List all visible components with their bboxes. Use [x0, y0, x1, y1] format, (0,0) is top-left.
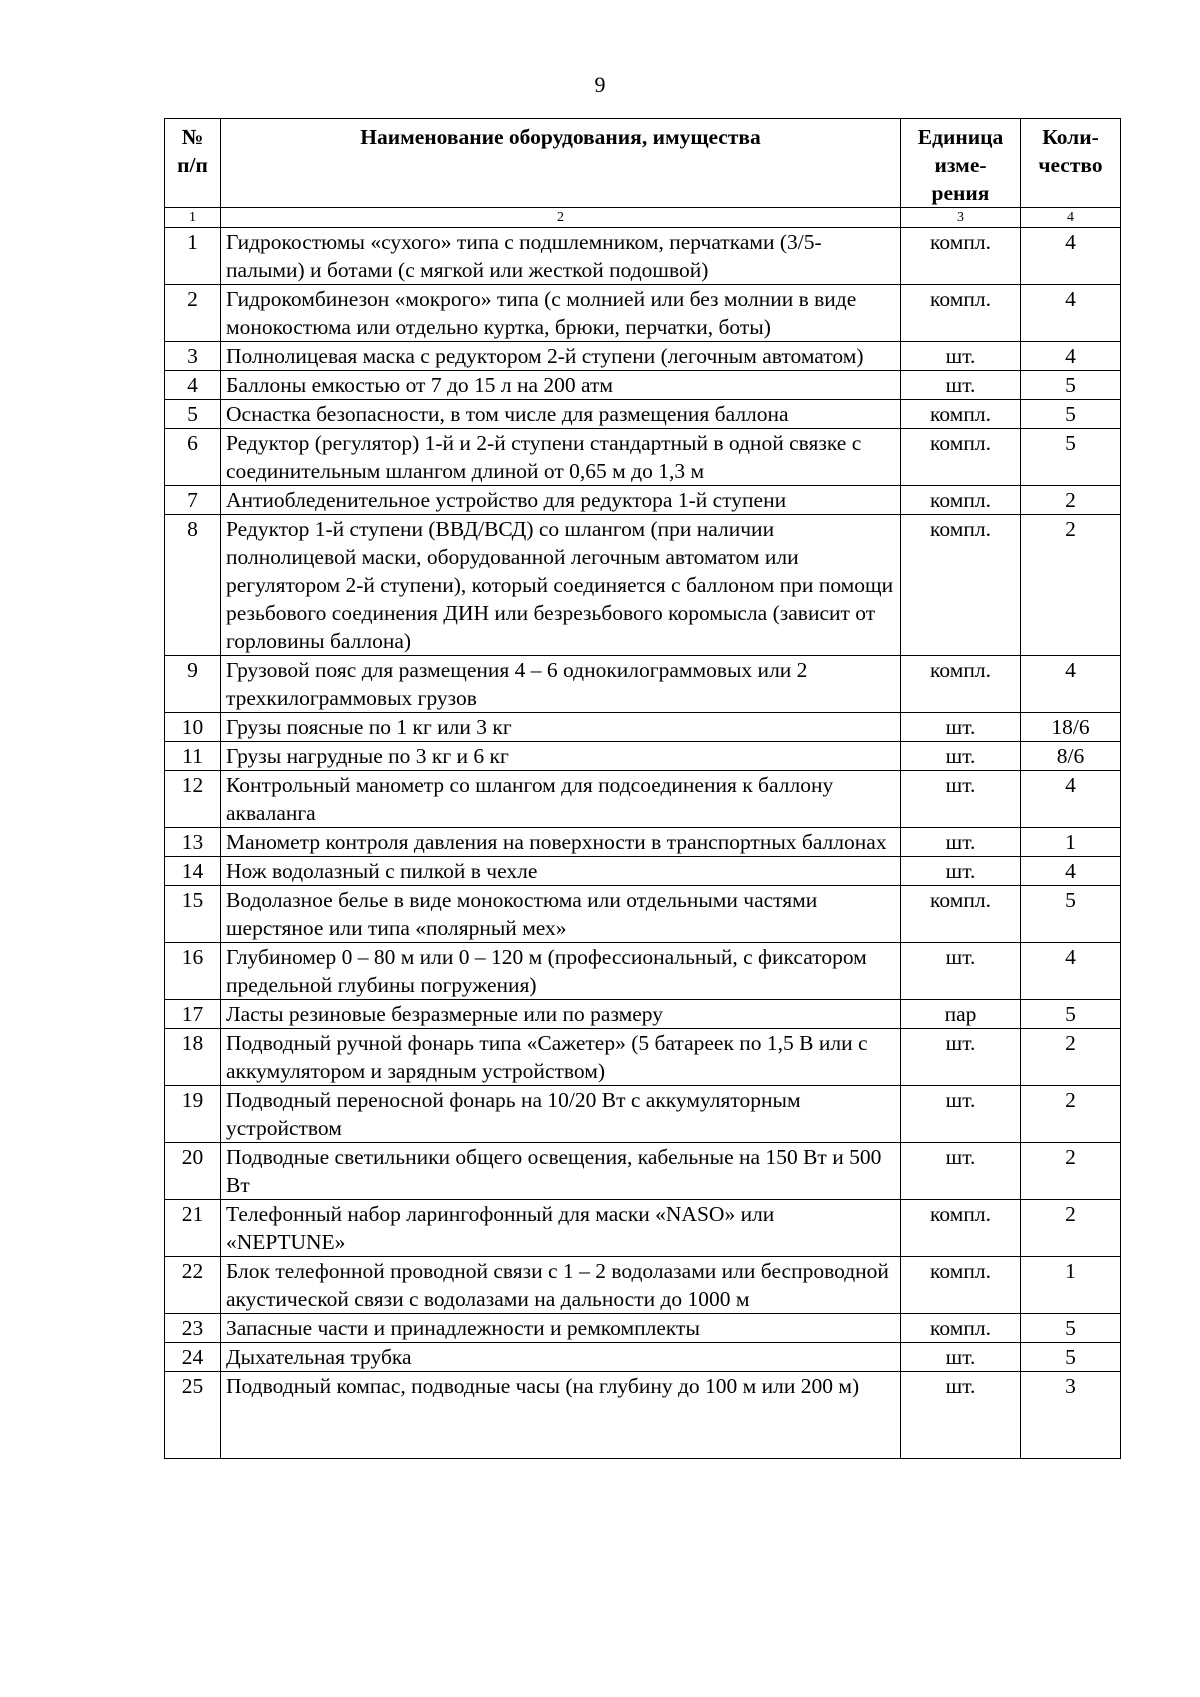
item-quantity: 2: [1021, 1086, 1121, 1143]
item-quantity: 1: [1021, 828, 1121, 857]
item-quantity: 4: [1021, 285, 1121, 342]
column-number: 2: [221, 208, 901, 228]
row-number: 17: [165, 1000, 221, 1029]
item-name: Дыхательная трубка: [221, 1343, 901, 1372]
item-quantity: 2: [1021, 486, 1121, 515]
table-row: [165, 1314, 1121, 1343]
item-unit: шт.: [901, 713, 1021, 742]
item-unit: компл.: [901, 515, 1021, 656]
item-unit: пар: [901, 1000, 1021, 1029]
row-number: 4: [165, 371, 221, 400]
item-quantity: 8/6: [1021, 742, 1121, 771]
table-row: [165, 1343, 1121, 1372]
item-name: Антиобледенительное устройство для редуктора 1-й ступени: [221, 486, 901, 515]
item-name: Грузы нагрудные по 3 кг и 6 кг: [221, 742, 901, 771]
header-unit: Единица изме-рения: [901, 119, 1021, 208]
row-number: 10: [165, 713, 221, 742]
table-row: [165, 1029, 1121, 1086]
row-number: 2: [165, 285, 221, 342]
item-quantity: 4: [1021, 857, 1121, 886]
item-quantity: 5: [1021, 886, 1121, 943]
item-name: Подводный переносной фонарь на 10/20 Вт с аккумуляторным устройством: [221, 1086, 901, 1143]
item-name: Глубиномер 0 – 80 м или 0 – 120 м (профессиональный, с фиксатором предельной глубины погружения): [221, 943, 901, 1000]
row-number: 6: [165, 429, 221, 486]
table-row: [165, 943, 1121, 1000]
item-quantity: 2: [1021, 1200, 1121, 1257]
item-name: Грузы поясные по 1 кг или 3 кг: [221, 713, 901, 742]
item-unit: компл.: [901, 1200, 1021, 1257]
item-name: Оснастка безопасности, в том числе для размещения баллона: [221, 400, 901, 429]
row-number: 21: [165, 1200, 221, 1257]
header-row: [165, 119, 1121, 208]
item-name: Баллоны емкостью от 7 до 15 л на 200 атм: [221, 371, 901, 400]
row-number: 18: [165, 1029, 221, 1086]
row-number: 1: [165, 228, 221, 285]
table-row: [165, 400, 1121, 429]
row-number: 14: [165, 857, 221, 886]
item-name: Манометр контроля давления на поверхности в транспортных баллонах: [221, 828, 901, 857]
item-name: Телефонный набор ларингофонный для маски «NASO» или «NEPTUNE»: [221, 1200, 901, 1257]
column-number: 4: [1021, 208, 1121, 228]
item-quantity: 2: [1021, 1029, 1121, 1086]
header-num: № п/п: [165, 119, 221, 208]
column-number: 1: [165, 208, 221, 228]
table-row: [165, 1143, 1121, 1200]
row-number: 24: [165, 1343, 221, 1372]
item-quantity: 4: [1021, 342, 1121, 371]
item-quantity: 4: [1021, 943, 1121, 1000]
item-unit: шт.: [901, 742, 1021, 771]
row-number: 3: [165, 342, 221, 371]
row-number: 9: [165, 656, 221, 713]
item-quantity: 18/6: [1021, 713, 1121, 742]
item-unit: компл.: [901, 228, 1021, 285]
item-unit: компл.: [901, 285, 1021, 342]
item-name: Гидрокомбинезон «мокрого» типа (с молнией или без молнии в виде монокостюма или отдельно куртка, брюки, перчатки, боты): [221, 285, 901, 342]
item-name: Водолазное белье в виде монокостюма или отдельными частями шерстяное или типа «полярный мех»: [221, 886, 901, 943]
table-row: [165, 1200, 1121, 1257]
item-quantity: 5: [1021, 1314, 1121, 1343]
row-number: 22: [165, 1257, 221, 1314]
item-unit: шт.: [901, 857, 1021, 886]
column-number: 3: [901, 208, 1021, 228]
row-number: 12: [165, 771, 221, 828]
row-number: 11: [165, 742, 221, 771]
row-number: 7: [165, 486, 221, 515]
item-name: Полнолицевая маска с редуктором 2-й ступени (легочным автоматом): [221, 342, 901, 371]
item-unit: компл.: [901, 1314, 1021, 1343]
column-number-row: [165, 208, 1121, 228]
row-number: 23: [165, 1314, 221, 1343]
item-quantity: 1: [1021, 1257, 1121, 1314]
row-number: 19: [165, 1086, 221, 1143]
table-row: [165, 771, 1121, 828]
page-number: 9: [594, 72, 606, 97]
table-row: [165, 742, 1121, 771]
row-number: 5: [165, 400, 221, 429]
item-unit: компл.: [901, 486, 1021, 515]
table-row: [165, 228, 1121, 285]
item-unit: шт.: [901, 342, 1021, 371]
header-name: Наименование оборудования, имущества: [221, 119, 901, 208]
item-name: Редуктор 1-й ступени (ВВД/ВСД) со шлангом (при наличии полнолицевой маски, оборудованной легочным автоматом или регулятором 2-й ступени), который соединяется с баллоном при помощи резьбового соединения ДИН или безрезьбового коромысла (зависит от горловины баллона): [221, 515, 901, 656]
table-row: [165, 285, 1121, 342]
item-quantity: 5: [1021, 1343, 1121, 1372]
item-name: Нож водолазный с пилкой в чехле: [221, 857, 901, 886]
item-unit: шт.: [901, 943, 1021, 1000]
table-row: [165, 828, 1121, 857]
header-qty: Коли-чество: [1021, 119, 1121, 208]
item-quantity: 5: [1021, 371, 1121, 400]
item-name: Блок телефонной проводной связи с 1 – 2 водолазами или беспроводной акустической связи с водолазами на дальности до 1000 м: [221, 1257, 901, 1314]
item-quantity: 4: [1021, 228, 1121, 285]
item-unit: шт.: [901, 1372, 1021, 1459]
item-quantity: 5: [1021, 1000, 1121, 1029]
item-name: Редуктор (регулятор) 1-й и 2-й ступени стандартный в одной связке с соединительным шлангом длиной от 0,65 м до 1,3 м: [221, 429, 901, 486]
item-unit: компл.: [901, 886, 1021, 943]
item-quantity: 5: [1021, 400, 1121, 429]
row-number: 8: [165, 515, 221, 656]
table-row: [165, 1372, 1121, 1459]
item-name: Подводный ручной фонарь типа «Сажетер» (5 батареек по 1,5 В или с аккумулятором и зарядным устройством): [221, 1029, 901, 1086]
table-row: [165, 857, 1121, 886]
equipment-table: [164, 118, 1121, 1459]
item-unit: компл.: [901, 656, 1021, 713]
item-quantity: 4: [1021, 771, 1121, 828]
item-quantity: 4: [1021, 656, 1121, 713]
item-name: Запасные части и принадлежности и ремкомплекты: [221, 1314, 901, 1343]
item-unit: шт.: [901, 828, 1021, 857]
row-number: 16: [165, 943, 221, 1000]
table-row: [165, 486, 1121, 515]
row-number: 20: [165, 1143, 221, 1200]
table-row: [165, 429, 1121, 486]
table-row: [165, 886, 1121, 943]
item-unit: компл.: [901, 400, 1021, 429]
item-name: Грузовой пояс для размещения 4 – 6 однокилограммовых или 2 трехкилограммовых грузов: [221, 656, 901, 713]
row-number: 25: [165, 1372, 221, 1459]
item-unit: компл.: [901, 1257, 1021, 1314]
table-row: [165, 1257, 1121, 1314]
item-name: Подводный компас, подводные часы (на глубину до 100 м или 200 м): [221, 1372, 901, 1459]
row-number: 15: [165, 886, 221, 943]
table-row: [165, 713, 1121, 742]
row-number: 13: [165, 828, 221, 857]
table-row: [165, 656, 1121, 713]
item-name: Контрольный манометр со шлангом для подсоединения к баллону акваланга: [221, 771, 901, 828]
item-unit: шт.: [901, 1343, 1021, 1372]
table-row: [165, 1000, 1121, 1029]
item-quantity: 2: [1021, 515, 1121, 656]
item-unit: шт.: [901, 371, 1021, 400]
item-quantity: 5: [1021, 429, 1121, 486]
table-row: [165, 1086, 1121, 1143]
item-name: Гидрокостюмы «сухого» типа с подшлемником, перчатками (3/5-палыми) и ботами (с мягкой или жесткой подошвой): [221, 228, 901, 285]
table-row: [165, 342, 1121, 371]
item-unit: компл.: [901, 429, 1021, 486]
item-unit: шт.: [901, 1143, 1021, 1200]
item-quantity: 2: [1021, 1143, 1121, 1200]
table-row: [165, 371, 1121, 400]
table-row: [165, 515, 1121, 656]
item-quantity: 3: [1021, 1372, 1121, 1459]
item-unit: шт.: [901, 1029, 1021, 1086]
item-name: Подводные светильники общего освещения, кабельные на 150 Вт и 500 Вт: [221, 1143, 901, 1200]
item-name: Ласты резиновые безразмерные или по размеру: [221, 1000, 901, 1029]
item-unit: шт.: [901, 771, 1021, 828]
item-unit: шт.: [901, 1086, 1021, 1143]
